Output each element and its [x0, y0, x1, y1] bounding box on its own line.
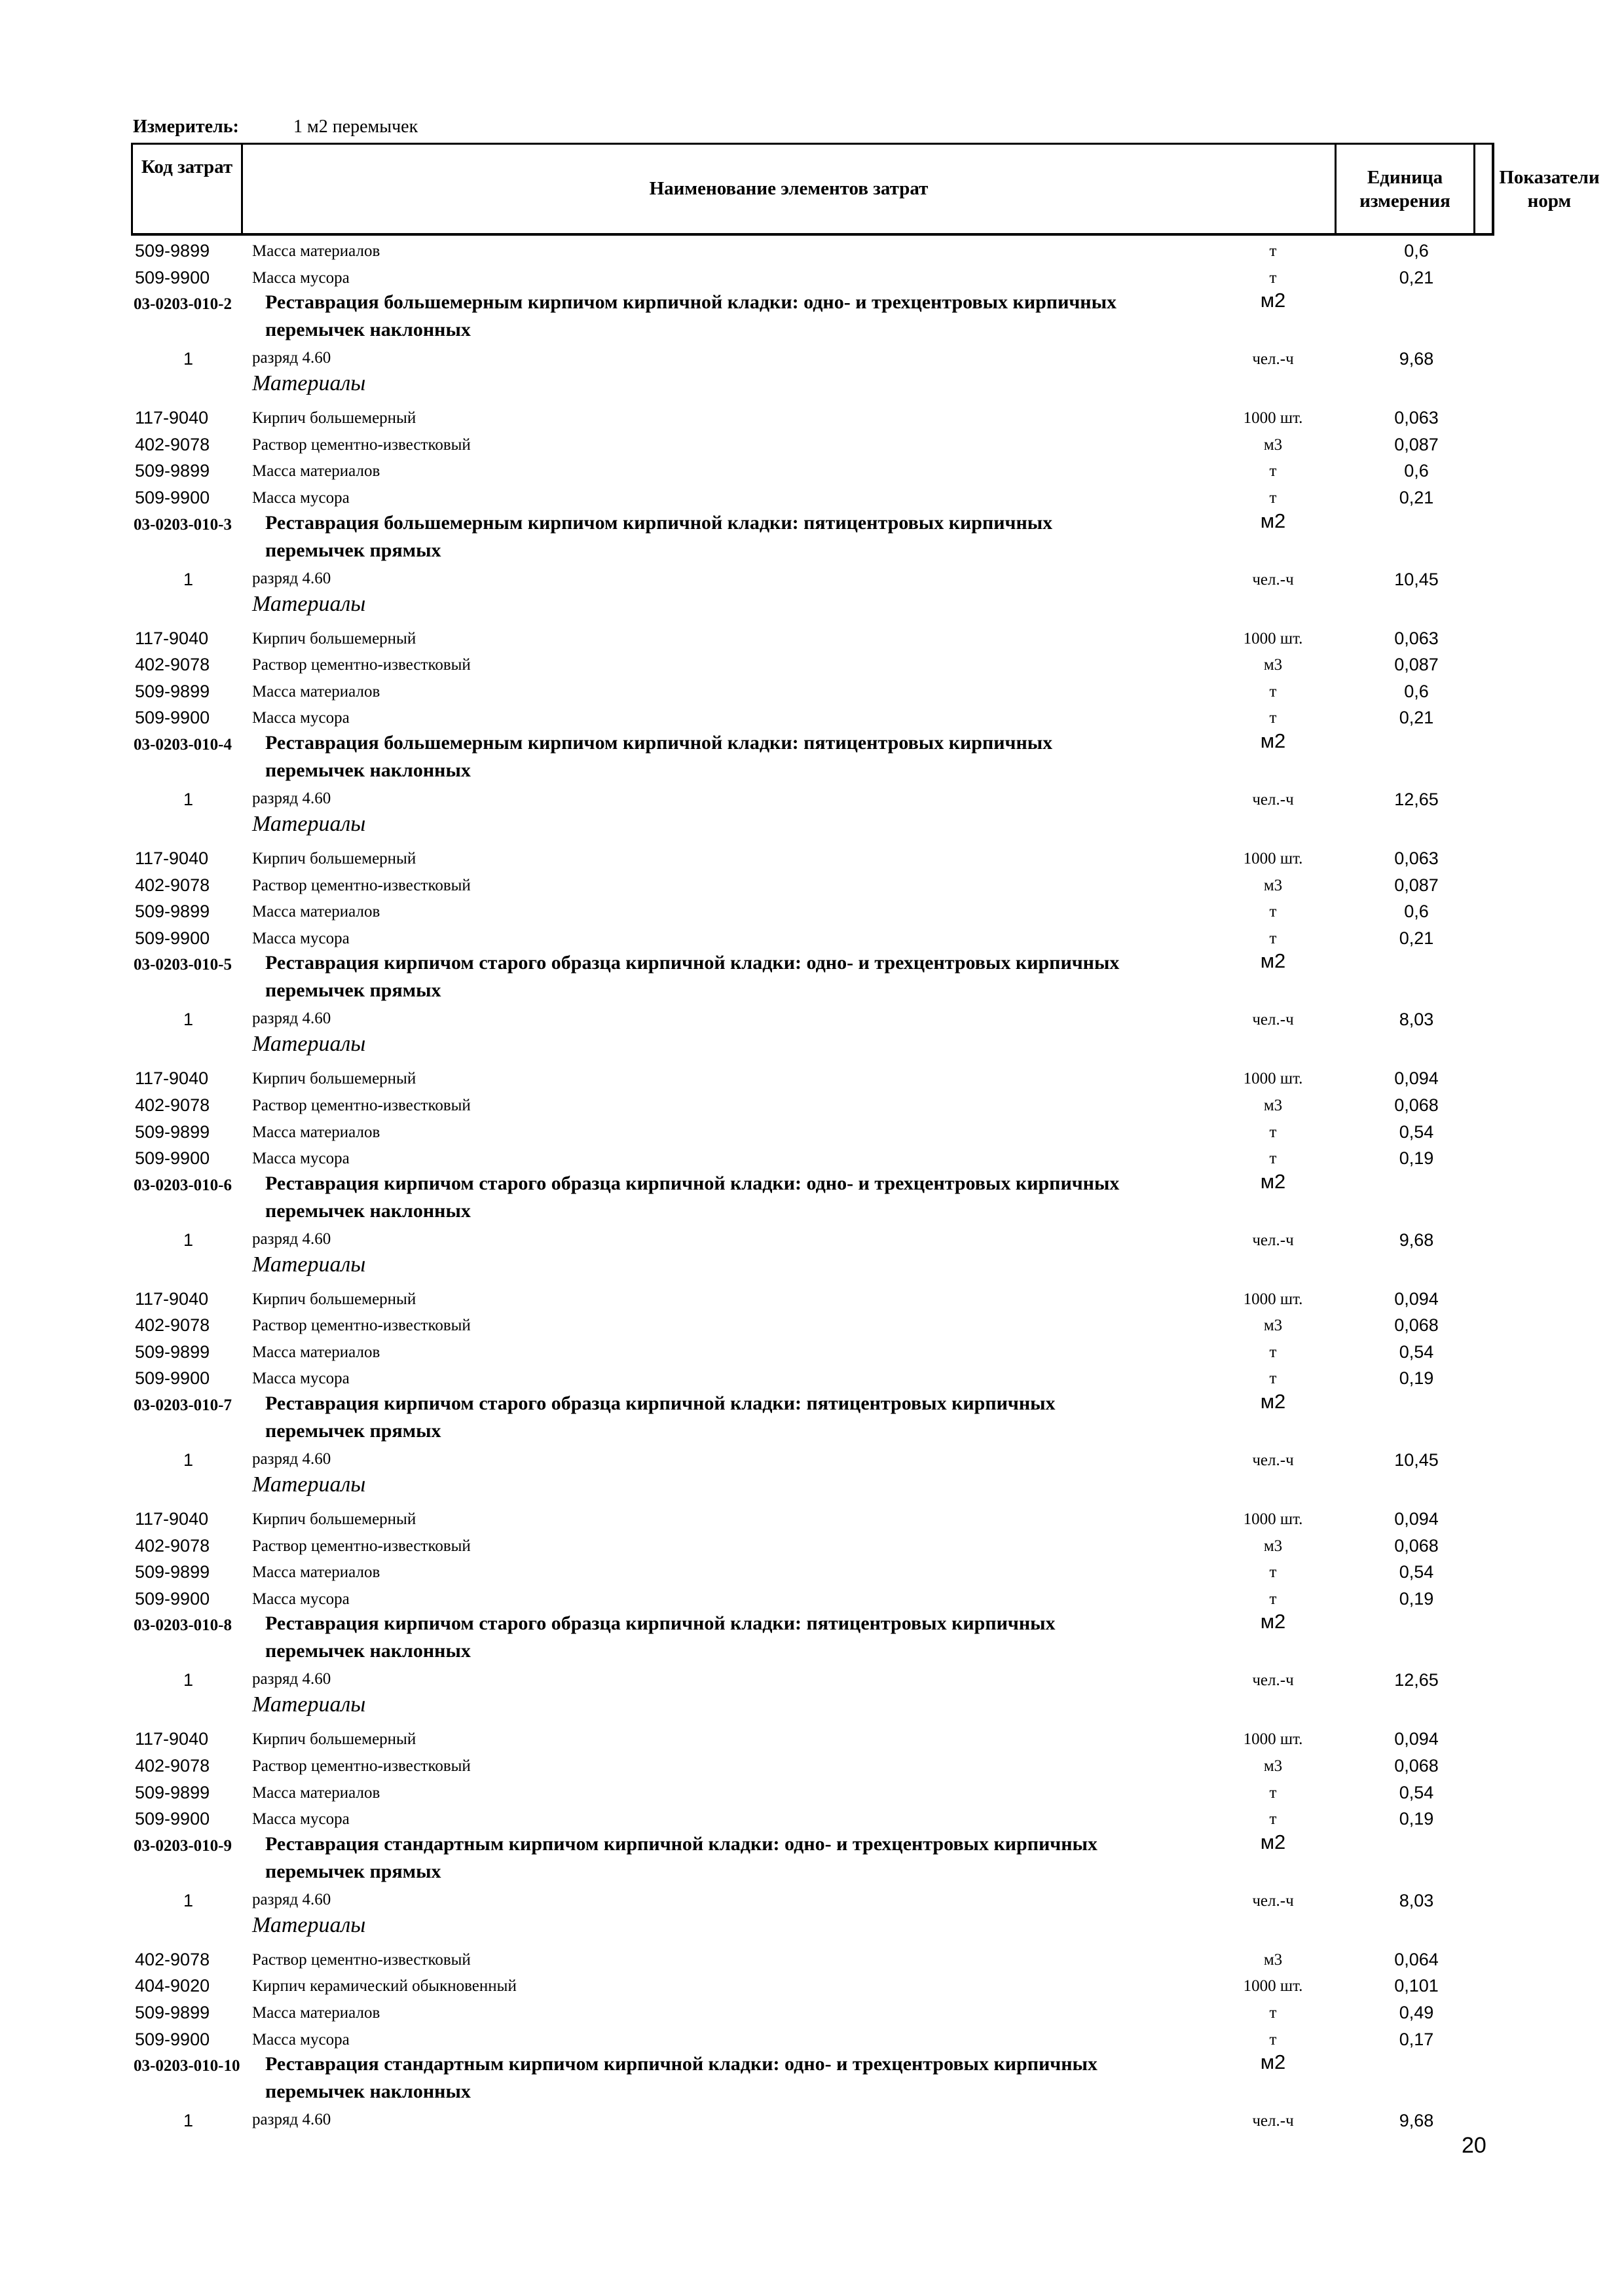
materials-heading-row	[0, 1032, 1624, 1063]
section-unit: м2	[1260, 509, 1286, 532]
labor-unit: чел.-ч	[1252, 790, 1294, 809]
item-unit: т	[1269, 488, 1277, 507]
cost-code: 509-9899	[135, 461, 210, 481]
table-row	[0, 483, 1624, 509]
cost-code: 509-9899	[135, 1121, 210, 1142]
cost-code: 402-9078	[135, 1949, 210, 1969]
table-row	[0, 2024, 1624, 2051]
cost-code: 509-9900	[135, 708, 210, 728]
table-row	[0, 1997, 1624, 2024]
labor-row	[0, 2104, 1624, 2133]
table-row	[0, 1363, 1624, 1390]
table-row	[0, 1557, 1624, 1584]
section-row	[0, 1831, 1624, 1884]
labor-value: 12,65	[1394, 789, 1439, 809]
item-value: 0,094	[1394, 1729, 1439, 1749]
section-code: 03-0203-010-9	[134, 1836, 232, 1855]
item-name: Кирпич большемерный	[252, 629, 416, 647]
item-value: 0,068	[1394, 1315, 1439, 1336]
table-row	[0, 1804, 1624, 1831]
item-unit: т	[1269, 929, 1277, 947]
item-unit: т	[1269, 1370, 1277, 1388]
item-name: Кирпич большемерный	[252, 849, 416, 867]
table-row	[0, 702, 1624, 729]
item-value: 0,21	[1399, 708, 1434, 728]
table-header	[131, 143, 1600, 236]
section-code: 03-0203-010-6	[134, 1176, 232, 1194]
header-unit	[1337, 145, 1475, 233]
item-name: Масса материалов	[252, 682, 380, 701]
item-name: Раствор цементно-известковый	[252, 1537, 471, 1555]
cost-code: 509-9899	[135, 902, 210, 922]
section-title-line1: Реставрация кирпичом старого образца кирпичной кладки: пятицентровых кирпичных	[265, 1613, 1056, 1635]
item-value: 0,6	[1404, 681, 1429, 701]
item-unit: м3	[1263, 435, 1283, 454]
table-row	[0, 870, 1624, 897]
section-title-line1: Реставрация кирпичом старого образца кирпичной кладки: одно- и трехцентровых кирпичных	[265, 952, 1120, 974]
table-body	[0, 236, 1624, 2133]
item-name: Масса материалов	[252, 242, 380, 260]
item-value: 0,54	[1399, 1341, 1434, 1362]
item-name: Масса материалов	[252, 1783, 380, 1802]
header-value-line2: норм	[1527, 190, 1572, 211]
section-title-line1: Реставрация большемерным кирпичом кирпичной кладки: пятицентровых кирпичных	[265, 511, 1053, 534]
materials-heading: Материалы	[252, 371, 366, 396]
labor-row	[0, 783, 1624, 812]
item-unit: т	[1269, 1810, 1277, 1829]
materials-heading-row	[0, 592, 1624, 623]
item-name: Кирпич большемерный	[252, 409, 416, 428]
labor-value: 8,03	[1399, 1890, 1434, 1910]
section-row	[0, 729, 1624, 783]
cost-code: 117-9040	[135, 1288, 209, 1309]
item-value: 0,6	[1404, 902, 1429, 922]
item-value: 0,094	[1394, 1509, 1439, 1529]
materials-heading: Материалы	[252, 1252, 366, 1277]
item-name: Кирпич большемерный	[252, 1510, 416, 1529]
item-name: Раствор цементно-известковый	[252, 1317, 471, 1335]
item-unit: м3	[1263, 1537, 1283, 1555]
measure-value: 1 м2 перемычек	[293, 117, 418, 137]
table-row	[0, 1117, 1624, 1144]
item-unit: м3	[1263, 1757, 1283, 1776]
section-code: 03-0203-010-8	[134, 1616, 232, 1635]
labor-name: разряд 4.60	[252, 1890, 331, 1908]
section-title-line2: перемычек прямых	[265, 1420, 441, 1442]
item-unit: 1000 шт.	[1243, 849, 1303, 867]
table-row	[0, 456, 1624, 483]
item-name: Масса мусора	[252, 488, 350, 507]
item-name: Масса мусора	[252, 2030, 350, 2049]
item-name: Масса материалов	[252, 462, 380, 481]
section-title	[265, 509, 1052, 564]
header-unit-line1: Единица	[1367, 166, 1443, 188]
item-name: Масса мусора	[252, 1150, 350, 1168]
section-unit: м2	[1260, 1390, 1286, 1413]
labor-row	[0, 1884, 1624, 1913]
materials-heading-row	[0, 1472, 1624, 1504]
item-unit: т	[1269, 268, 1277, 287]
item-value: 0,063	[1394, 628, 1439, 648]
section-row	[0, 509, 1624, 563]
item-unit: 1000 шт.	[1243, 1977, 1303, 1995]
labor-unit: чел.-ч	[1252, 1451, 1294, 1470]
labor-code: 1	[183, 1670, 194, 1690]
item-value: 0,063	[1394, 408, 1439, 428]
section-row	[0, 1170, 1624, 1224]
item-name: Масса мусора	[252, 1810, 350, 1829]
item-unit: т	[1269, 1590, 1277, 1608]
section-title	[265, 1610, 1056, 1665]
section-row	[0, 949, 1624, 1003]
labor-code: 1	[183, 1010, 194, 1030]
cost-code: 509-9899	[135, 1782, 210, 1802]
materials-heading: Материалы	[252, 1472, 366, 1497]
item-unit: 1000 шт.	[1243, 1730, 1303, 1749]
materials-heading: Материалы	[252, 1692, 366, 1717]
materials-heading: Материалы	[252, 1032, 366, 1057]
item-name: Кирпич большемерный	[252, 1730, 416, 1749]
table-row	[0, 1504, 1624, 1531]
labor-unit: чел.-ч	[1252, 350, 1294, 369]
table-row	[0, 623, 1624, 650]
item-name: Масса материалов	[252, 1563, 380, 1582]
section-title-line1: Реставрация большемерным кирпичом кирпичной кладки: пятицентровых кирпичных	[265, 731, 1053, 754]
section-title-line2: перемычек наклонных	[265, 2081, 471, 2103]
section-unit: м2	[1260, 2050, 1286, 2074]
section-unit: м2	[1260, 1169, 1286, 1193]
item-unit: 1000 шт.	[1243, 1510, 1303, 1529]
materials-heading: Материалы	[252, 1912, 366, 1937]
section-title-line1: Реставрация стандартным кирпичом кирпичной кладки: одно- и трехцентровых кирпичных	[265, 1832, 1098, 1855]
table-row	[0, 923, 1624, 950]
table-row	[0, 1284, 1624, 1311]
item-name: Масса материалов	[252, 1123, 380, 1141]
labor-name: разряд 4.60	[252, 2111, 331, 2129]
item-unit: т	[1269, 1343, 1277, 1361]
labor-name: разряд 4.60	[252, 1450, 331, 1468]
item-value: 0,6	[1404, 241, 1429, 261]
item-unit: м3	[1263, 656, 1283, 674]
item-name: Масса мусора	[252, 1370, 350, 1388]
materials-heading-row	[0, 371, 1624, 403]
labor-name: разряд 4.60	[252, 569, 331, 587]
cost-code: 509-9899	[135, 1562, 210, 1582]
item-unit: 1000 шт.	[1243, 409, 1303, 428]
materials-heading-row	[0, 1913, 1624, 1944]
measure-label: Измеритель:	[133, 117, 239, 137]
labor-value: 9,68	[1399, 1230, 1434, 1250]
section-code: 03-0203-010-5	[134, 956, 232, 974]
section-title-line2: перемычек наклонных	[265, 1640, 471, 1662]
cost-code: 402-9078	[135, 1095, 210, 1115]
item-value: 0,094	[1394, 1068, 1439, 1089]
item-name: Раствор цементно-известковый	[252, 656, 471, 674]
item-unit: 1000 шт.	[1243, 1070, 1303, 1088]
item-name: Раствор цементно-известковый	[252, 876, 471, 894]
item-value: 0,21	[1399, 928, 1434, 948]
section-unit: м2	[1260, 1830, 1286, 1853]
labor-value: 12,65	[1394, 1670, 1439, 1690]
item-name: Кирпич большемерный	[252, 1070, 416, 1088]
table-row	[0, 1777, 1624, 1804]
table-row	[0, 1090, 1624, 1117]
item-value: 0,49	[1399, 2003, 1434, 2022]
labor-code: 1	[183, 349, 194, 369]
item-name: Кирпич большемерный	[252, 1290, 416, 1308]
item-unit: 1000 шт.	[1243, 629, 1303, 647]
item-name: Масса мусора	[252, 709, 350, 727]
item-value: 0,087	[1394, 655, 1439, 675]
cost-code: 404-9020	[135, 1976, 210, 1996]
section-title-line2: перемычек прямых	[265, 979, 441, 1002]
header-name: Наименование элементов затрат	[243, 145, 1337, 233]
section-row	[0, 2050, 1624, 2104]
section-title-line2: перемычек прямых	[265, 539, 441, 561]
section-row	[0, 1390, 1624, 1444]
cost-code: 402-9078	[135, 434, 210, 454]
section-title	[265, 1170, 1119, 1225]
labor-row	[0, 563, 1624, 592]
labor-unit: чел.-ч	[1252, 1891, 1294, 1910]
section-title-line2: перемычек наклонных	[265, 319, 471, 341]
table-row	[0, 236, 1624, 263]
section-code: 03-0203-010-3	[134, 515, 232, 534]
labor-unit: чел.-ч	[1252, 1011, 1294, 1029]
table-row	[0, 263, 1624, 289]
item-unit: 1000 шт.	[1243, 1290, 1303, 1308]
table-row	[0, 1724, 1624, 1751]
item-value: 0,17	[1399, 2029, 1434, 2049]
cost-code: 117-9040	[135, 1729, 209, 1749]
cost-code: 509-9899	[135, 1341, 210, 1362]
item-unit: т	[1269, 1563, 1277, 1582]
item-unit: т	[1269, 1150, 1277, 1168]
item-value: 0,087	[1394, 875, 1439, 895]
labor-row	[0, 1444, 1624, 1472]
labor-row	[0, 1003, 1624, 1032]
labor-code: 1	[183, 2111, 194, 2131]
table-row	[0, 896, 1624, 923]
section-title	[265, 1390, 1056, 1445]
item-value: 0,087	[1394, 434, 1439, 454]
labor-unit: чел.-ч	[1252, 2112, 1294, 2130]
item-value: 0,063	[1394, 848, 1439, 868]
section-row	[0, 1610, 1624, 1664]
measure-line	[133, 117, 418, 137]
labor-value: 10,45	[1394, 1450, 1439, 1470]
item-name: Масса мусора	[252, 1590, 350, 1608]
item-name: Раствор цементно-известковый	[252, 435, 471, 454]
cost-code: 402-9078	[135, 1756, 210, 1776]
table-row	[0, 429, 1624, 456]
section-title-line1: Реставрация большемерным кирпичом кирпичной кладки: одно- и трехцентровых кирпичных	[265, 291, 1116, 314]
section-title-line2: перемычек наклонных	[265, 1199, 471, 1222]
item-value: 0,068	[1394, 1756, 1439, 1776]
page-number: 20	[1462, 2133, 1486, 2158]
item-unit: т	[1269, 242, 1277, 260]
table-row	[0, 1751, 1624, 1777]
item-name: Раствор цементно-известковый	[252, 1757, 471, 1776]
cost-code: 509-9899	[135, 681, 210, 701]
item-value: 0,19	[1399, 1809, 1434, 1829]
labor-code: 1	[183, 569, 194, 589]
cost-code: 509-9900	[135, 2029, 210, 2049]
item-unit: м3	[1263, 1950, 1283, 1969]
table-row	[0, 1310, 1624, 1337]
labor-row	[0, 1224, 1624, 1252]
item-name: Раствор цементно-известковый	[252, 1096, 471, 1114]
item-value: 0,19	[1399, 1148, 1434, 1169]
table-row	[0, 1337, 1624, 1364]
cost-code: 117-9040	[135, 408, 209, 428]
labor-unit: чел.-ч	[1252, 1231, 1294, 1249]
cost-code: 117-9040	[135, 1068, 209, 1089]
cost-code: 402-9078	[135, 875, 210, 895]
section-unit: м2	[1260, 1610, 1286, 1633]
section-code: 03-0203-010-10	[134, 2057, 240, 2075]
section-title	[265, 289, 1116, 344]
item-unit: т	[1269, 462, 1277, 481]
section-code: 03-0203-010-7	[134, 1396, 232, 1415]
table-row	[0, 1143, 1624, 1170]
cost-code: 509-9900	[135, 928, 210, 948]
labor-unit: чел.-ч	[1252, 1671, 1294, 1690]
cost-code: 402-9078	[135, 1315, 210, 1336]
cost-code: 509-9900	[135, 1148, 210, 1169]
table-row	[0, 1584, 1624, 1611]
section-title-line1: Реставрация кирпичом старого образца кирпичной кладки: пятицентровых кирпичных	[265, 1393, 1056, 1415]
section-title	[265, 2050, 1098, 2105]
section-unit: м2	[1260, 289, 1286, 312]
section-title-line1: Реставрация кирпичом старого образца кирпичной кладки: одно- и трехцентровых кирпичных	[265, 1172, 1120, 1194]
item-unit: м3	[1263, 1317, 1283, 1335]
table-row	[0, 843, 1624, 870]
cost-code: 509-9900	[135, 487, 210, 507]
section-title-line2: перемычек наклонных	[265, 759, 471, 781]
materials-heading: Материалы	[252, 591, 366, 616]
header-value	[1475, 145, 1623, 233]
labor-row	[0, 1664, 1624, 1692]
table-row	[0, 649, 1624, 676]
item-name: Масса материалов	[252, 2004, 380, 2022]
header-value-line1: Показатели	[1499, 166, 1600, 188]
section-title-line2: перемычек прямых	[265, 1860, 441, 1882]
item-value: 0,068	[1394, 1535, 1439, 1556]
cost-code: 509-9900	[135, 1588, 210, 1609]
materials-heading-row	[0, 1692, 1624, 1724]
cost-code: 509-9899	[135, 241, 210, 261]
labor-code: 1	[183, 789, 194, 809]
labor-code: 1	[183, 1890, 194, 1910]
item-unit: т	[1269, 903, 1277, 921]
section-unit: м2	[1260, 729, 1286, 752]
cost-code: 402-9078	[135, 655, 210, 675]
section-code: 03-0203-010-2	[134, 295, 232, 314]
cost-code: 402-9078	[135, 1535, 210, 1556]
item-unit: т	[1269, 1783, 1277, 1802]
section-title-line1: Реставрация стандартным кирпичом кирпичной кладки: одно- и трехцентровых кирпичных	[265, 2053, 1098, 2075]
item-value: 0,21	[1399, 487, 1434, 507]
item-value: 0,54	[1399, 1782, 1434, 1802]
item-unit: м3	[1263, 1096, 1283, 1114]
labor-value: 8,03	[1399, 1010, 1434, 1030]
item-unit: т	[1269, 682, 1277, 701]
item-unit: т	[1269, 1123, 1277, 1141]
labor-code: 1	[183, 1230, 194, 1250]
materials-heading-row	[0, 1252, 1624, 1284]
table-row	[0, 403, 1624, 429]
labor-code: 1	[183, 1450, 194, 1470]
cost-code: 117-9040	[135, 848, 209, 868]
item-value: 0,094	[1394, 1288, 1439, 1309]
labor-value: 9,68	[1399, 2111, 1434, 2131]
cost-code: 509-9900	[135, 267, 210, 287]
materials-heading: Материалы	[252, 811, 366, 836]
cost-code: 509-9900	[135, 1809, 210, 1829]
section-title	[265, 1831, 1098, 1886]
item-unit: т	[1269, 709, 1277, 727]
cost-code: 509-9900	[135, 1368, 210, 1389]
item-name: Масса материалов	[252, 903, 380, 921]
header-code: Код затрат	[133, 145, 243, 233]
labor-name: разряд 4.60	[252, 1230, 331, 1248]
table-row	[0, 1971, 1624, 1997]
item-name: Раствор цементно-известковый	[252, 1950, 471, 1969]
materials-heading-row	[0, 812, 1624, 843]
item-value: 0,068	[1394, 1095, 1439, 1115]
labor-name: разряд 4.60	[252, 1010, 331, 1028]
item-value: 0,54	[1399, 1121, 1434, 1142]
section-title	[265, 949, 1119, 1004]
table-row	[0, 1063, 1624, 1090]
cost-code: 117-9040	[135, 1509, 209, 1529]
section-unit: м2	[1260, 949, 1286, 973]
item-unit: т	[1269, 2030, 1277, 2049]
labor-row	[0, 342, 1624, 371]
section-code: 03-0203-010-4	[134, 735, 232, 754]
labor-value: 10,45	[1394, 569, 1439, 589]
item-value: 0,54	[1399, 1562, 1434, 1582]
labor-name: разряд 4.60	[252, 1670, 331, 1688]
item-name: Масса мусора	[252, 268, 350, 287]
labor-unit: чел.-ч	[1252, 570, 1294, 589]
labor-name: разряд 4.60	[252, 349, 331, 367]
item-unit: т	[1269, 2004, 1277, 2022]
cost-code: 117-9040	[135, 628, 209, 648]
table-row	[0, 1531, 1624, 1558]
item-value: 0,19	[1399, 1588, 1434, 1609]
item-value: 0,064	[1394, 1949, 1439, 1969]
item-value: 0,19	[1399, 1368, 1434, 1389]
table-row	[0, 676, 1624, 703]
labor-name: разряд 4.60	[252, 789, 331, 807]
item-name: Масса мусора	[252, 929, 350, 947]
labor-value: 9,68	[1399, 349, 1434, 369]
item-value: 0,101	[1394, 1976, 1439, 1996]
item-name: Кирпич керамический обыкновенный	[252, 1977, 517, 1995]
item-value: 0,6	[1404, 461, 1429, 481]
item-value: 0,21	[1399, 267, 1434, 287]
header-unit-line2: измерения	[1359, 190, 1450, 211]
item-name: Масса материалов	[252, 1343, 380, 1361]
section-row	[0, 289, 1624, 342]
section-title	[265, 729, 1052, 784]
cost-code: 509-9899	[135, 2003, 210, 2022]
table-row	[0, 1944, 1624, 1971]
item-unit: м3	[1263, 876, 1283, 894]
